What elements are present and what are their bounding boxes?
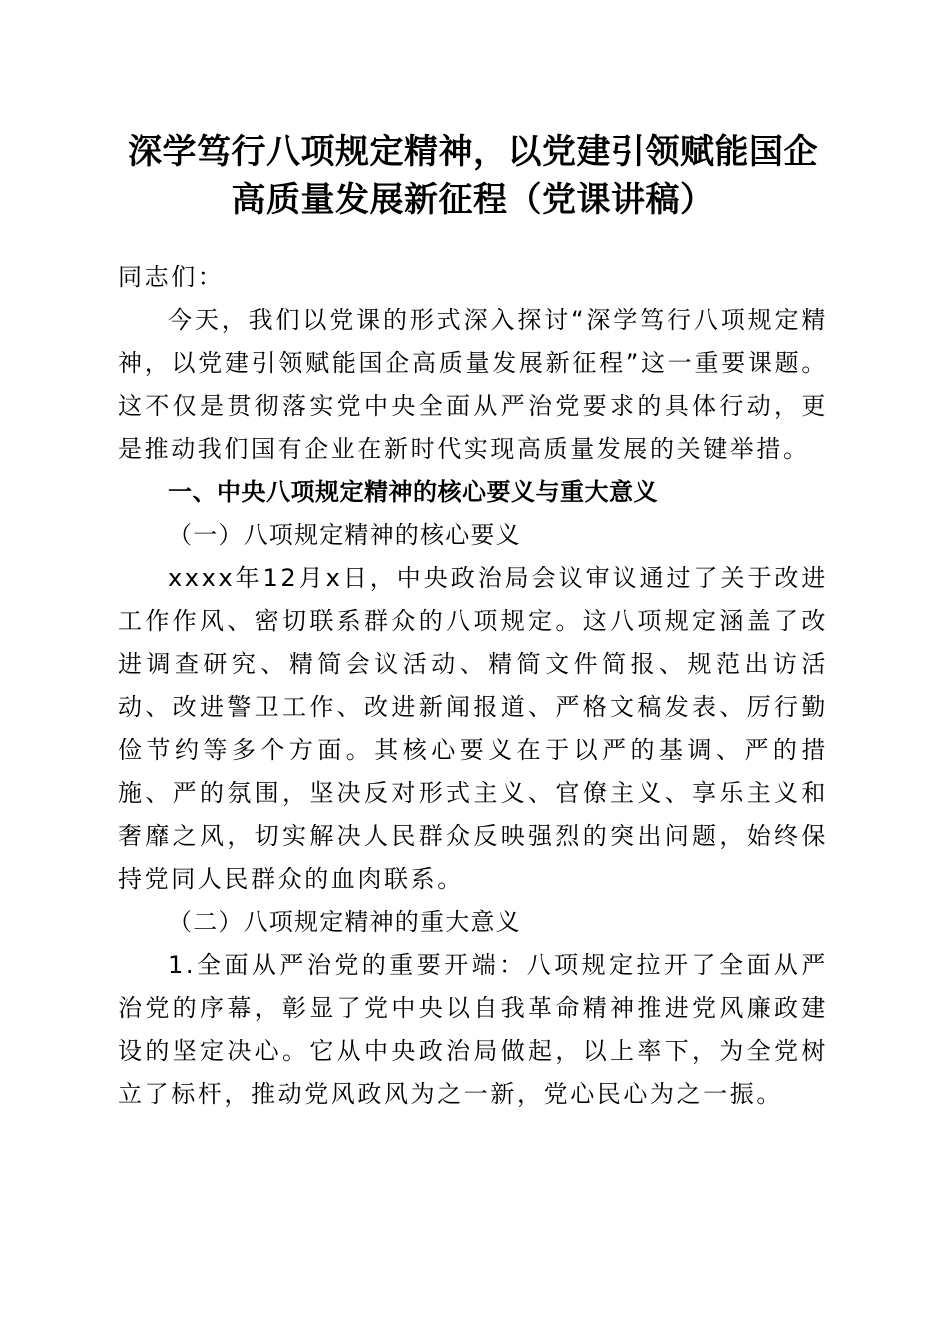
title-line-2: 高质量发展新征程（党课讲稿） <box>231 180 715 220</box>
document-page <box>118 128 828 1116</box>
paragraph-core-meaning: xxxx年12月x日，中央政治局会议审议通过了关于改进工作作风、密切联系群众的八项规定。这八项规定涵盖了改进调查研究、精简会议活动、精简文件简报、规范出访活动、改进警卫工作、改进新闻报道、严格文稿发表、厉行勤俭节约等多个方面。其核心要义在于以严的基调、严的措施、严的氛围，坚决反对形式主义、官僚主义、享乐主义和奢靡之风，切实解决人民群众反映强烈的突出问题，始终保持党同人民群众的血肉联系。 <box>118 564 828 893</box>
subsection-heading-1-1: （一）八项规定精神的核心要义 <box>168 521 521 549</box>
paragraph-significance-1: 1.全面从严治党的重要开端：八项规定拉开了全面从严治党的序幕，彰显了党中央以自我革命精神推进党风廉政建设的坚定决心。它从中央政治局做起，以上率下，为全党树立了标杆，推动党风政风为之一新，党心民心为之一振。 <box>118 951 828 1108</box>
section-heading-1: 一、中央八项规定精神的核心要义与重大意义 <box>168 478 658 506</box>
title-line-1: 深学笃行八项规定精神，以党建引领赋能国企 <box>128 132 818 172</box>
salutation: 同志们： <box>118 263 225 291</box>
intro-paragraph: 今天，我们以党课的形式深入探讨“深学笃行八项规定精神，以党建引领赋能国企高质量发展新征程”这一重要课题。这不仅是贯彻落实党中央全面从严治党要求的具体行动，更是推动我们国有企业在新时代实现高质量发展的关键举措。 <box>118 306 828 463</box>
document-title <box>118 128 828 224</box>
document-body <box>118 256 828 1116</box>
subsection-heading-1-2: （二）八项规定精神的重大意义 <box>168 908 521 936</box>
